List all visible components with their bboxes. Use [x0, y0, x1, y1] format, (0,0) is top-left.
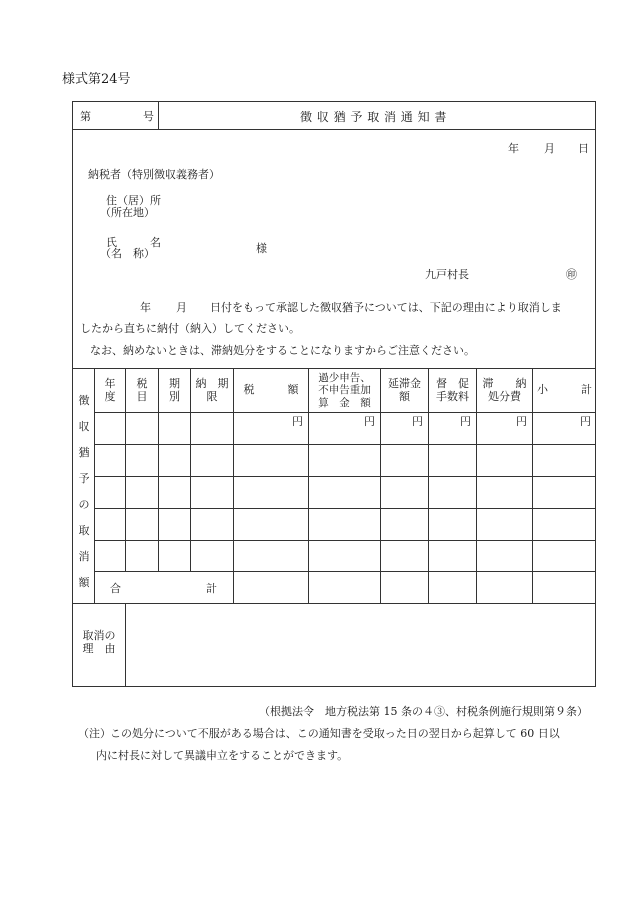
body-line-3: なお、納めないときは、滞納処分をすることになりますからご注意ください。 [90, 344, 475, 357]
header-delay-1: 延滞金 [388, 376, 421, 390]
issuer-name: 九戸村長 [425, 268, 469, 281]
body-line-1: 日付をもって承認した徴収猶予については、下記の理由により取消しま [210, 301, 562, 314]
honorific: 様 [256, 242, 267, 255]
row-rule-7 [72, 603, 596, 604]
name-sub-label: （名 称） [100, 247, 155, 260]
header-due [191, 369, 233, 412]
total-label-2: 計 [206, 582, 217, 595]
yen-unit: 円 [516, 415, 527, 428]
body-line-2: したから直ちに納付（納入）してください。 [80, 322, 300, 335]
number-label-first: 第 [80, 110, 91, 123]
header-disposition-1: 滞 納 [482, 376, 527, 390]
header-subtotal: 小 計 [537, 383, 592, 397]
date-day-label: 日 [578, 142, 589, 155]
address-label: 住（居）所 [106, 194, 161, 207]
reason-label-2: 理 由 [82, 642, 116, 655]
header-tax-item [126, 369, 158, 412]
side-char: 額 [78, 576, 90, 589]
header-penalty-2: 不申告重加 [318, 384, 371, 397]
note-lead: （注） [78, 727, 111, 740]
date-month-label: 月 [544, 142, 555, 155]
body-month-label: 月 [176, 301, 187, 314]
name-label-1: 氏 [106, 236, 117, 249]
header-penalty-1: 過少申告、 [318, 372, 371, 385]
row-rule-2 [94, 444, 596, 445]
date-year-label: 年 [508, 142, 519, 155]
header-disposition [477, 369, 532, 412]
name-label-2: 名 [150, 236, 161, 249]
note-line-1: この処分について不服がある場合は、この通知書を受取った日の翌日から起算して 60 日以 [110, 727, 560, 740]
reason-label-1: 取消の [82, 629, 116, 643]
body-year-label: 年 [140, 301, 151, 314]
header-divider [158, 101, 159, 129]
side-char: 取 [78, 524, 90, 537]
side-char: 予 [78, 472, 90, 485]
header-rule [72, 129, 596, 130]
header-delay-2: 額 [399, 389, 410, 403]
total-label-1: 合 [110, 582, 121, 595]
side-char: 徴 [78, 394, 90, 407]
header-period-2: 別 [169, 389, 180, 403]
row-rule-6 [94, 571, 596, 572]
side-char: 猶 [78, 446, 90, 459]
taxpayer-label: 納税者（特別徴収義務者） [88, 168, 220, 181]
legal-basis: （根拠法令 地方税法第 15 条の４③、村税条例施行規則第９条） [259, 705, 588, 718]
yen-unit: 円 [292, 415, 303, 428]
header-penalty [309, 369, 380, 412]
side-char: 収 [78, 420, 90, 433]
header-fee-2: 手数料 [436, 389, 469, 403]
header-delay [381, 369, 428, 412]
yen-unit: 円 [412, 415, 423, 428]
header-period-1: 期 [169, 376, 180, 390]
header-due-2: 限 [206, 389, 218, 403]
yen-unit: 円 [580, 415, 591, 428]
side-label [73, 388, 95, 596]
header-year [95, 369, 125, 412]
header-period [159, 369, 190, 412]
header-fee-1: 督 促 [436, 376, 469, 390]
header-tax-item-1: 税 [136, 376, 148, 390]
header-disposition-2: 処分費 [488, 389, 521, 403]
header-fee [429, 369, 476, 412]
form-number: 様式第24号 [62, 72, 131, 87]
yen-unit: 円 [460, 415, 471, 428]
number-label-last: 号 [143, 110, 154, 123]
header-due-1: 納 期 [195, 376, 229, 390]
row-rule-3 [94, 476, 596, 477]
seal-mark: ㊞ [566, 268, 577, 281]
row-rule-5 [94, 540, 596, 541]
header-tax-amount: 税 額 [243, 383, 299, 397]
side-char: の [78, 498, 90, 511]
header-tax-item-2: 目 [136, 389, 148, 403]
row-rule-4 [94, 508, 596, 509]
side-char: 消 [78, 550, 90, 563]
header-year-2: 度 [104, 389, 116, 403]
note-line-2: 内に村長に対して異議申立をすることができます。 [96, 749, 349, 762]
reason-divider [125, 603, 126, 687]
header-year-1: 年 [104, 376, 116, 390]
document-title: 徴収猶予取消通知書 [300, 110, 452, 124]
reason-label [73, 626, 125, 660]
address-sub-label: （所在地） [100, 206, 155, 219]
yen-unit: 円 [364, 415, 375, 428]
header-penalty-3: 算 金 額 [318, 396, 371, 409]
